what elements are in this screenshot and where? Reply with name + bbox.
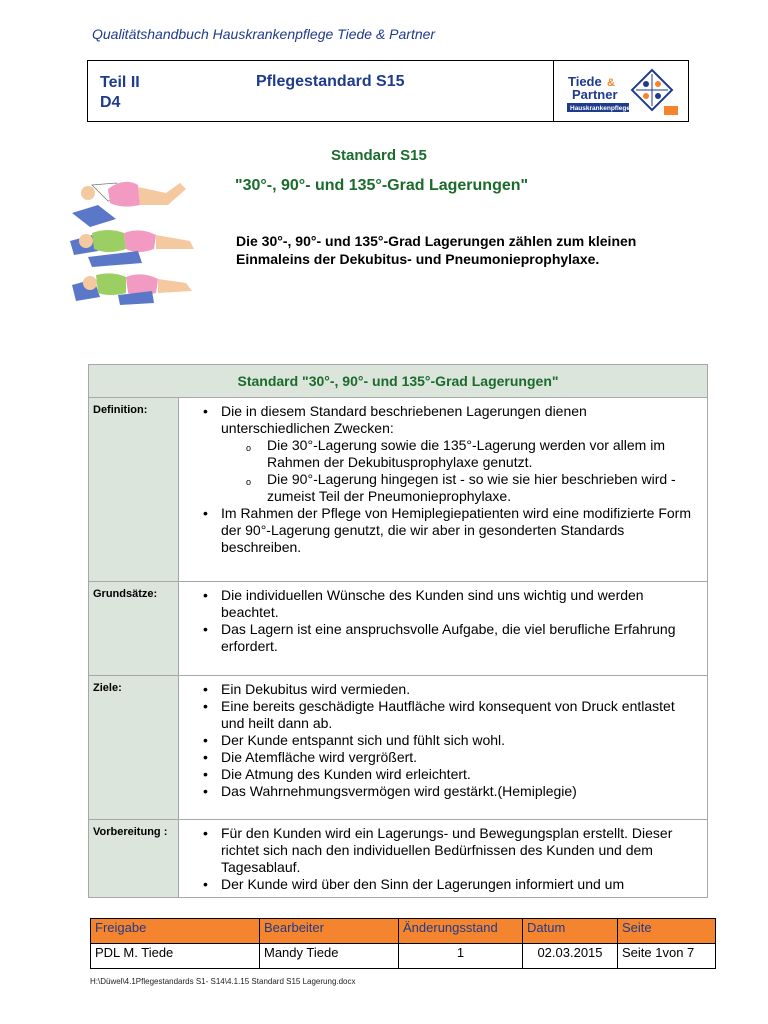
list-item: • Die Atemfläche wird vergrößert.	[221, 749, 699, 766]
teil-text: Teil II	[100, 74, 140, 91]
vorbereitung-label: Vorbereitung :	[89, 820, 179, 898]
ziele-label: Ziele:	[89, 676, 179, 820]
list-item: • Die individuellen Wünsche des Kunden sind uns wichtig und werden beachtet.	[221, 587, 699, 621]
grundsaetze-label: Grundsätze:	[89, 582, 179, 676]
definition-bullet-1: Die in diesem Standard beschriebenen Lagerungen dienen unterschiedlichen Zwecken:	[221, 403, 587, 436]
definition-sub-2: o Die 90°-Lagerung hingegen ist - so wie sie hier beschrieben wird - zumeist Teil der Pneumonieprophylaxe.	[267, 471, 699, 505]
ziele-content	[179, 676, 708, 820]
footer-label-bearbeiter: Bearbeiter	[260, 919, 399, 944]
definition-bullet-2: • Im Rahmen der Pflege von Hemiplegiepatienten wird eine modifizierte Form der 90°-Lagerung genutzt, die wir aber in gesonderten Standards beschreiben.	[221, 505, 699, 556]
table-row-vorbereitung	[89, 820, 708, 898]
footer-value-bearbeiter: Mandy Tiede	[260, 944, 399, 969]
company-logo	[564, 66, 682, 118]
document-header-box	[87, 60, 689, 122]
header-divider	[553, 61, 554, 121]
footer-label-seite: Seite	[618, 919, 716, 944]
patient-positioning-illustration	[68, 175, 203, 315]
section-text: D4	[100, 94, 121, 111]
table-header: Standard "30°-, 90°- und 135°-Grad Lagerungen"	[89, 365, 708, 398]
list-item: • Der Kunde wird über den Sinn der Lagerungen informiert und um	[221, 876, 699, 893]
list-item	[221, 403, 699, 505]
teil-label	[100, 73, 140, 113]
standard-title: Standard S15	[331, 147, 427, 164]
vorbereitung-content	[179, 820, 708, 898]
footer-value-aenderungsstand: 1	[399, 944, 523, 969]
list-item: • Das Wahrnehmungsvermögen wird gestärkt.(Hemiplegie)	[221, 783, 699, 800]
list-item: • Die Atmung des Kunden wird erleichtert.	[221, 766, 699, 783]
footer-label-datum: Datum	[523, 919, 618, 944]
logo-text-partner: Partner	[572, 87, 618, 102]
standard-table	[88, 364, 708, 898]
handbook-title: Qualitätshandbuch Hauskrankenpflege Tiede & Partner	[92, 26, 436, 42]
footer-value-freigabe: PDL M. Tiede	[91, 944, 260, 969]
list-item: • Das Lagern ist eine anspruchsvolle Aufgabe, die viel berufliche Erfahrung erfordert.	[221, 621, 699, 655]
footer-value-datum: 02.03.2015	[523, 944, 618, 969]
grundsaetze-content	[179, 582, 708, 676]
footer-table	[90, 918, 716, 969]
logo-text-tiede: Tiede	[568, 74, 602, 89]
logo-amp: &	[607, 77, 615, 89]
footer-label-freigabe: Freigabe	[91, 919, 260, 944]
definition-label: Definition:	[89, 398, 179, 582]
list-item: • Der Kunde entspannt sich und fühlt sich wohl.	[221, 732, 699, 749]
intro-text: Die 30°-, 90°- und 135°-Grad Lagerungen zählen zum kleinen Einmaleins der Dekubitus- und Pneumonieprophylaxe.	[236, 233, 637, 267]
list-item: • Für den Kunden wird ein Lagerungs- und Bewegungsplan erstellt. Dieser richtet sich nach den individuellen Bedürfnissen des Kunden und dem Tagesablauf.	[221, 825, 699, 876]
list-item: • Eine bereits geschädigte Hautfläche wird konsequent von Druck entlastet und heilt dann ab.	[221, 698, 699, 732]
table-row-grundsaetze	[89, 582, 708, 676]
list-item: • Ein Dekubitus wird vermieden.	[221, 681, 699, 698]
definition-sub-1: o Die 30°-Lagerung sowie die 135°-Lagerung werden vor allem im Rahmen der Dekubitusprophylaxe genutzt.	[267, 437, 699, 471]
table-row-definition	[89, 398, 708, 582]
definition-content	[179, 398, 708, 582]
footer-value-seite: Seite 1von 7	[618, 944, 716, 969]
footer-label-aenderungsstand: Änderungsstand	[399, 919, 523, 944]
file-path: H:\Düwel\4.1Pflegestandards S1- S14\4.1.15 Standard S15 Lagerung.docx	[90, 977, 356, 986]
table-row-ziele	[89, 676, 708, 820]
standard-subtitle: "30°-, 90°- und 135°-Grad Lagerungen"	[235, 177, 529, 194]
logo-subtitle: Hauskrankenpflege	[570, 105, 630, 112]
standard-label: Pflegestandard S15	[256, 73, 405, 90]
